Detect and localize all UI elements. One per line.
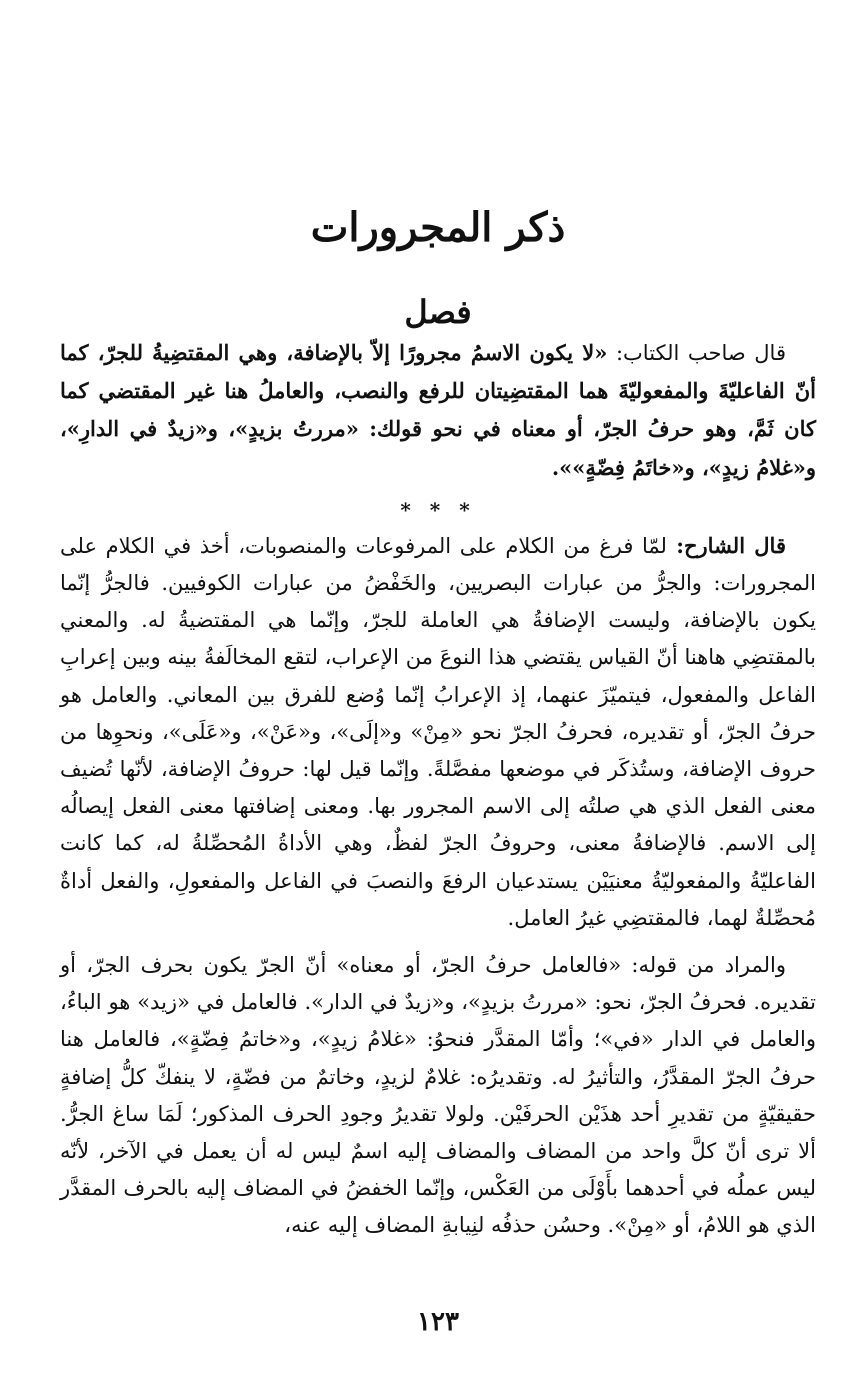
- author-quote: [60, 334, 816, 487]
- commentary-text-1: لمّا فرغ من الكلام على المرفوعات والمنصوبات، أخذ في الكلام على المجرورات: والجرُّ من عبارات البصريين، والخَفْضُ من عبارات الكوفيين. فالجرُّ إنّما يكون بالإضافة، وليست الإضافةُ هي العاملة للجرّ، وإنّما هي المقتضيةُ له. والمعني بالمقتضِي هاهنا أنّ القياس يقتضي هذا النوعَ من الإعراب، لتقع المخالَفةُ بينه وبين إعرابِ الفاعل والمفعول، فيتميّزَ عنهما، إذ الإعرابُ إنّما وُضع للفرق بين المعاني. والعامل هو حرفُ الجرّ، أو تقديره، فحرفُ الجرّ نحو «مِنْ» و«إلَى»، و«عَنْ»، و«عَلَى»، ونحوِها من حروف الإضافة، وستُذكَر في موضعها مفصَّلةً. وإنّما قيل لها: حروفُ الإضافة، لأنّها تُضيف معنى الفعل الذي هي صلتُه إلى الاسم المجرور بها. ومعنى إضافتها معنى الفعل إيصالُه إلى الاسم. فالإضافةُ معنى، وحروفُ الجرّ لفظٌ، وهي الأداةُ المُحصِّلةُ له، كما كانت الفاعليّةُ والمفعوليّةُ معنيَيْن يستدعيان الرفعَ والنصبَ في الفاعل والمفعولِ، والفعل أداةٌ مُحصِّلةٌ لهما، فالمقتضِي غيرُ العامل.: [60, 533, 816, 930]
- document-page: [60, 200, 816, 1360]
- commentary-paragraph-2: [60, 947, 816, 1245]
- commentary-paragraph-1: [60, 527, 816, 937]
- section-separator: * * *: [400, 497, 476, 522]
- commentary-label: قال الشارح:: [666, 532, 786, 558]
- chapter-title: ذكر المجرورات: [310, 204, 566, 251]
- author-quote-text: «لا يكون الاسمُ مجرورًا إلاّ بالإضافة، وهي المقتضِيةُ للجرّ، كما أنّ الفاعليّةَ والمفعوليّةَ هما المقتضِيتان للرفع والنصب، والعاملُ هنا غير المقتضي كما كان ثَمَّ، وهو حرفُ الجرّ، أو معناه في نحو قولك: «مررتُ بزيدٍ»، و«زيدٌ في الدارِ»، و«غلامُ زيدٍ»، و«خاتَمُ فِضّةٍ»».: [60, 340, 816, 480]
- section-title: فصل: [404, 293, 472, 331]
- commentary-text-2: والمراد من قوله: «فالعامل حرفُ الجرّ، أو معناه» أنّ الجرّ يكون بحرف الجرّ، أو تقديره. فحرفُ الجرّ، نحو: «مررتُ بزيدٍ»، و«زيدٌ في الدار». فالعامل في «زيد» هو الباءُ، والعامل في الدار «في»؛ وأمّا المقدَّر فنحوُ: «غلامُ زيدٍ»، و«خاتمُ فِضّةٍ»، فالعامل هنا حرفُ الجرّ المقدَّرُ، والتأثيرُ له. وتقديرُه: غلامٌ لزيدٍ، وخاتمٌ من فضّةٍ، لا ينفكّ كلُّ إضافةٍ حقيقيّةٍ من تقديرِ أحد هذَيْن الحرفَيْن. ولولا تقديرُ وجودِ الحرف المذكور؛ لَمَا ساغ الجرُّ. ألا ترى أنّ كلَّ واحد من المضاف والمضاف إليه اسمٌ ليس له أن يعمل في الآخر، لأنّه ليس عملُه في أحدهما بأَوْلَى من العَكْس، وإنّما الخفضُ في المضاف إليه بالحرف المقدَّر الذي هو اللامُ، أو «مِنْ». وحسُن حذفُه لنِيابةِ المضاف إليه عنه،: [60, 953, 816, 1238]
- author-quote-intro: قال صاحب الكتاب:: [607, 341, 786, 365]
- page-number: ١٢٣: [417, 1307, 459, 1337]
